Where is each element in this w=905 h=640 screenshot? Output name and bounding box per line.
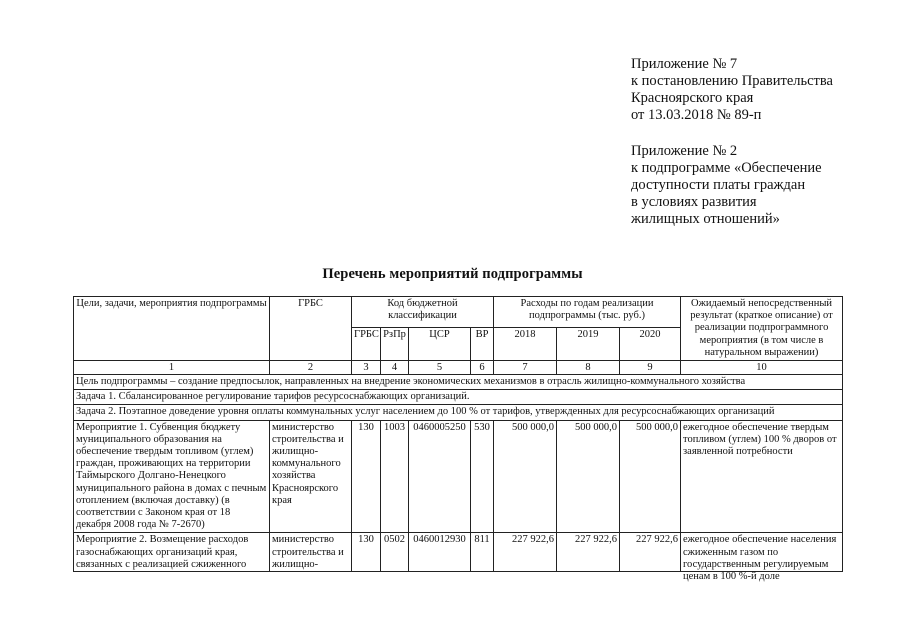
header-row [74,297,843,328]
grbs-name: министерство строительства и жилищно-коммунального хозяйства Красноярского края [270,420,352,533]
expense-2019: 500 000,0 [557,420,620,533]
table-row [74,420,843,533]
expense-2020: 227 922,6 [620,533,681,572]
col-number: 1 [74,361,270,375]
header-budget-code: Код бюджетной классификации [352,297,494,328]
activity-name [74,533,270,572]
table-row [74,533,843,572]
expected-result-text: ежегодное обеспечение населения сжиженным газом по государственным регулируемым ценам в 100 %-й доле [683,534,837,583]
col-number: 5 [409,361,471,375]
expected-result: ежегодное обеспечение твердым топливом (углем) 100 % дворов от заявленной потребности [681,420,843,533]
activities-table [73,296,843,583]
subheader-csr: ЦСР [409,328,471,361]
annex-line: жилищных отношений» [631,211,780,227]
col-number: 2 [270,361,352,375]
annex-line: к постановлению Правительства [631,73,833,89]
col-number: 9 [620,361,681,375]
header-result: Ожидаемый непосредственный результат (краткое описание) от реализации подпрограммного мероприятия (в том числе в натуральном выражении) [681,297,843,361]
annex-line: Приложение № 2 [631,143,738,159]
vr-code: 530 [471,420,494,533]
vr-code: 811 [471,533,494,572]
activity-name: Мероприятие 1. Субвенция бюджету муниципального образования на обеспечение твердым топливом (углем) граждан, проживающих на территории Таймырского Долгано-Ненецкого муниципального района в домах с печным отоплением (включая доставку) (в соответствии с Законом края от 18 декабря 2008 года № 7-2670) [74,420,270,533]
subheader-2020: 2020 [620,328,681,361]
task-2-text: Задача 2. Поэтапное доведение уровня оплаты коммунальных услуг населением до 100 % от тарифов, утвержденных для ресурсоснабжающих организаций [74,405,843,420]
expense-2018: 500 000,0 [494,420,557,533]
subheader-grbs: ГРБС [352,328,381,361]
goal-text: Цель подпрограммы – создание предпосылок, направленных на внедрение экономических механизмов в отрасль жилищно-коммунального хозяйства [74,375,843,390]
subheader-2019: 2019 [557,328,620,361]
task-row [74,390,843,405]
col-number: 7 [494,361,557,375]
activity-name-text: Мероприятие 2. Возмещение расходов газоснабжающих организаций края, связанных с реализацией сжиженного [76,534,249,570]
header-goals: Цели, задачи, мероприятия подпрограммы [74,297,270,361]
col-number: 10 [681,361,843,375]
subheader-vr: ВР [471,328,494,361]
rzpr-code: 1003 [381,420,409,533]
annex-line: к подпрограмме «Обеспечение [631,160,822,176]
col-number: 8 [557,361,620,375]
col-number: 4 [381,361,409,375]
task-row [74,405,843,420]
column-number-row [74,361,843,375]
grbs-code: 130 [352,533,381,572]
col-number: 6 [471,361,494,375]
annex-7-header [631,56,833,124]
annex-line: Приложение № 7 [631,56,738,72]
annex-line: в условиях развития [631,194,757,210]
csr-code: 0460005250 [409,420,471,533]
col-number: 3 [352,361,381,375]
rzpr-code: 0502 [381,533,409,572]
expense-2019: 227 922,6 [557,533,620,572]
task-1-text: Задача 1. Сбалансированное регулирование тарифов ресурсоснабжающих организаций. [74,390,843,405]
csr-code: 0460012930 [409,533,471,572]
grbs-code: 130 [352,420,381,533]
annex-line: от 13.03.2018 № 89-п [631,107,762,123]
expense-2020: 500 000,0 [620,420,681,533]
grbs-name [270,533,352,572]
grbs-name-text: министерство строительства и жилищно- [272,534,344,570]
header-expenses: Расходы по годам реализации подпрограммы (тыс. руб.) [494,297,681,328]
expected-result [681,533,843,583]
annex-line: доступности платы граждан [631,177,806,193]
document-title: Перечень мероприятий подпрограммы [322,266,583,282]
expense-2018: 227 922,6 [494,533,557,572]
subheader-2018: 2018 [494,328,557,361]
header-grbs: ГРБС [270,297,352,361]
annex-2-header [631,143,822,228]
goal-row [74,375,843,390]
annex-line: Красноярского края [631,90,754,106]
subheader-rzpr: РзПр [381,328,409,361]
